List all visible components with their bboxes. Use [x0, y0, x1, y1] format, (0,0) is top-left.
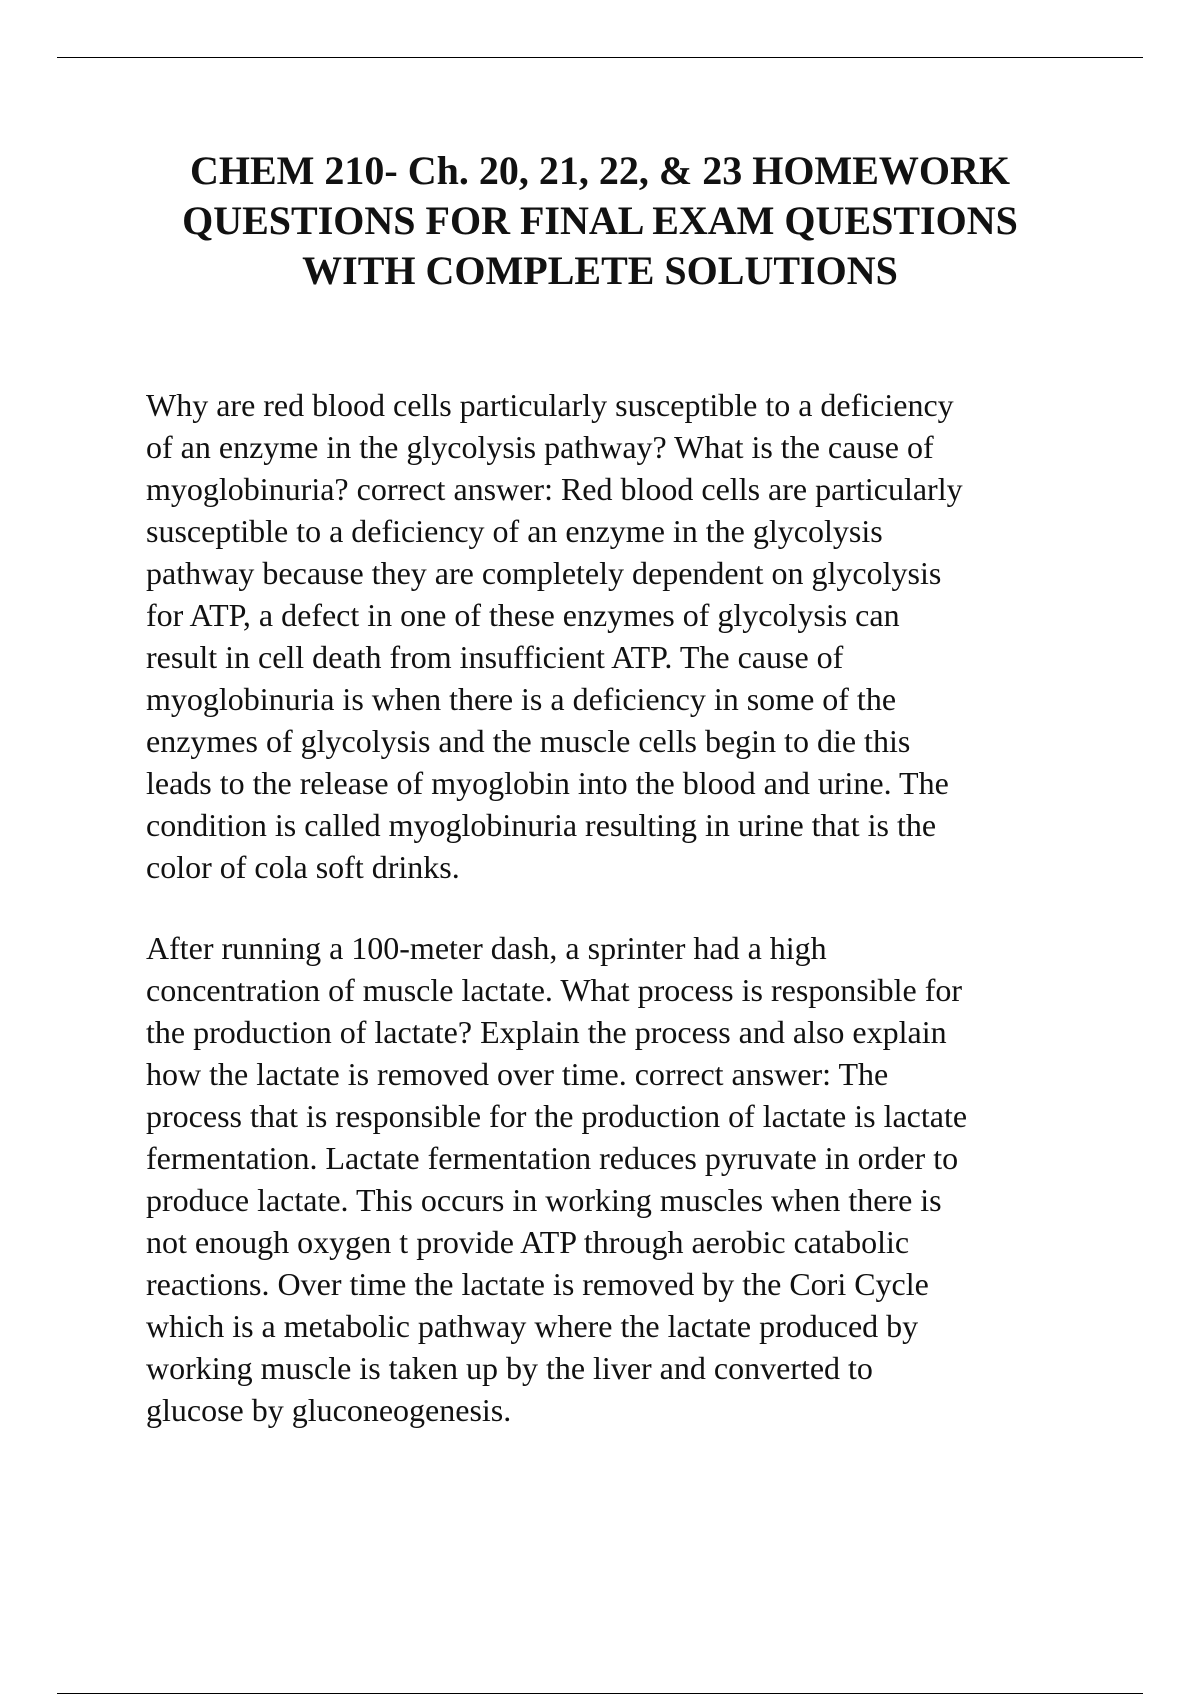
text-line: myoglobinuria is when there is a deficiency in some of the: [146, 681, 897, 717]
text-line: concentration of muscle lactate. What process is responsible for: [146, 972, 963, 1008]
text-line: result in cell death from insufficient ATP. The cause of: [146, 639, 844, 675]
question-answer-2: [146, 927, 1086, 1431]
text-line: of an enzyme in the glycolysis pathway? What is the cause of: [146, 429, 934, 465]
text-line: enzymes of glycolysis and the muscle cells begin to die this: [146, 723, 911, 759]
title-line: CHEM 210- Ch. 20, 21, 22, & 23 HOMEWORK: [190, 148, 1010, 193]
question-answer-1: [146, 384, 1086, 888]
text-line: susceptible to a deficiency of an enzyme in the glycolysis: [146, 513, 883, 549]
text-line: the production of lactate? Explain the process and also explain: [146, 1014, 947, 1050]
bottom-divider: [57, 1693, 1143, 1694]
text-line: fermentation. Lactate fermentation reduces pyruvate in order to: [146, 1140, 959, 1176]
text-line: condition is called myoglobinuria resulting in urine that is the: [146, 807, 937, 843]
text-line: leads to the release of myoglobin into the blood and urine. The: [146, 765, 949, 801]
text-line: process that is responsible for the production of lactate is lactate: [146, 1098, 968, 1134]
text-line: Why are red blood cells particularly susceptible to a deficiency: [146, 387, 954, 423]
text-line: pathway because they are completely dependent on glycolysis: [146, 555, 942, 591]
text-line: how the lactate is removed over time. correct answer: The: [146, 1056, 889, 1092]
text-line: glucose by gluconeogenesis.: [146, 1392, 512, 1428]
text-line: color of cola soft drinks.: [146, 849, 460, 885]
text-line: which is a metabolic pathway where the lactate produced by: [146, 1308, 919, 1344]
text-line: for ATP, a defect in one of these enzymes of glycolysis can: [146, 597, 900, 633]
top-divider: [57, 57, 1143, 58]
text-line: After running a 100-meter dash, a sprinter had a high: [146, 930, 827, 966]
text-line: reactions. Over time the lactate is removed by the Cori Cycle: [146, 1266, 929, 1302]
title-line: WITH COMPLETE SOLUTIONS: [302, 248, 898, 293]
text-line: produce lactate. This occurs in working muscles when there is: [146, 1182, 942, 1218]
text-line: not enough oxygen t provide ATP through aerobic catabolic: [146, 1224, 910, 1260]
document-title: [100, 146, 1100, 296]
text-line: myoglobinuria? correct answer: Red blood cells are particularly: [146, 471, 963, 507]
text-line: working muscle is taken up by the liver and converted to: [146, 1350, 873, 1386]
title-line: QUESTIONS FOR FINAL EXAM QUESTIONS: [182, 198, 1018, 243]
